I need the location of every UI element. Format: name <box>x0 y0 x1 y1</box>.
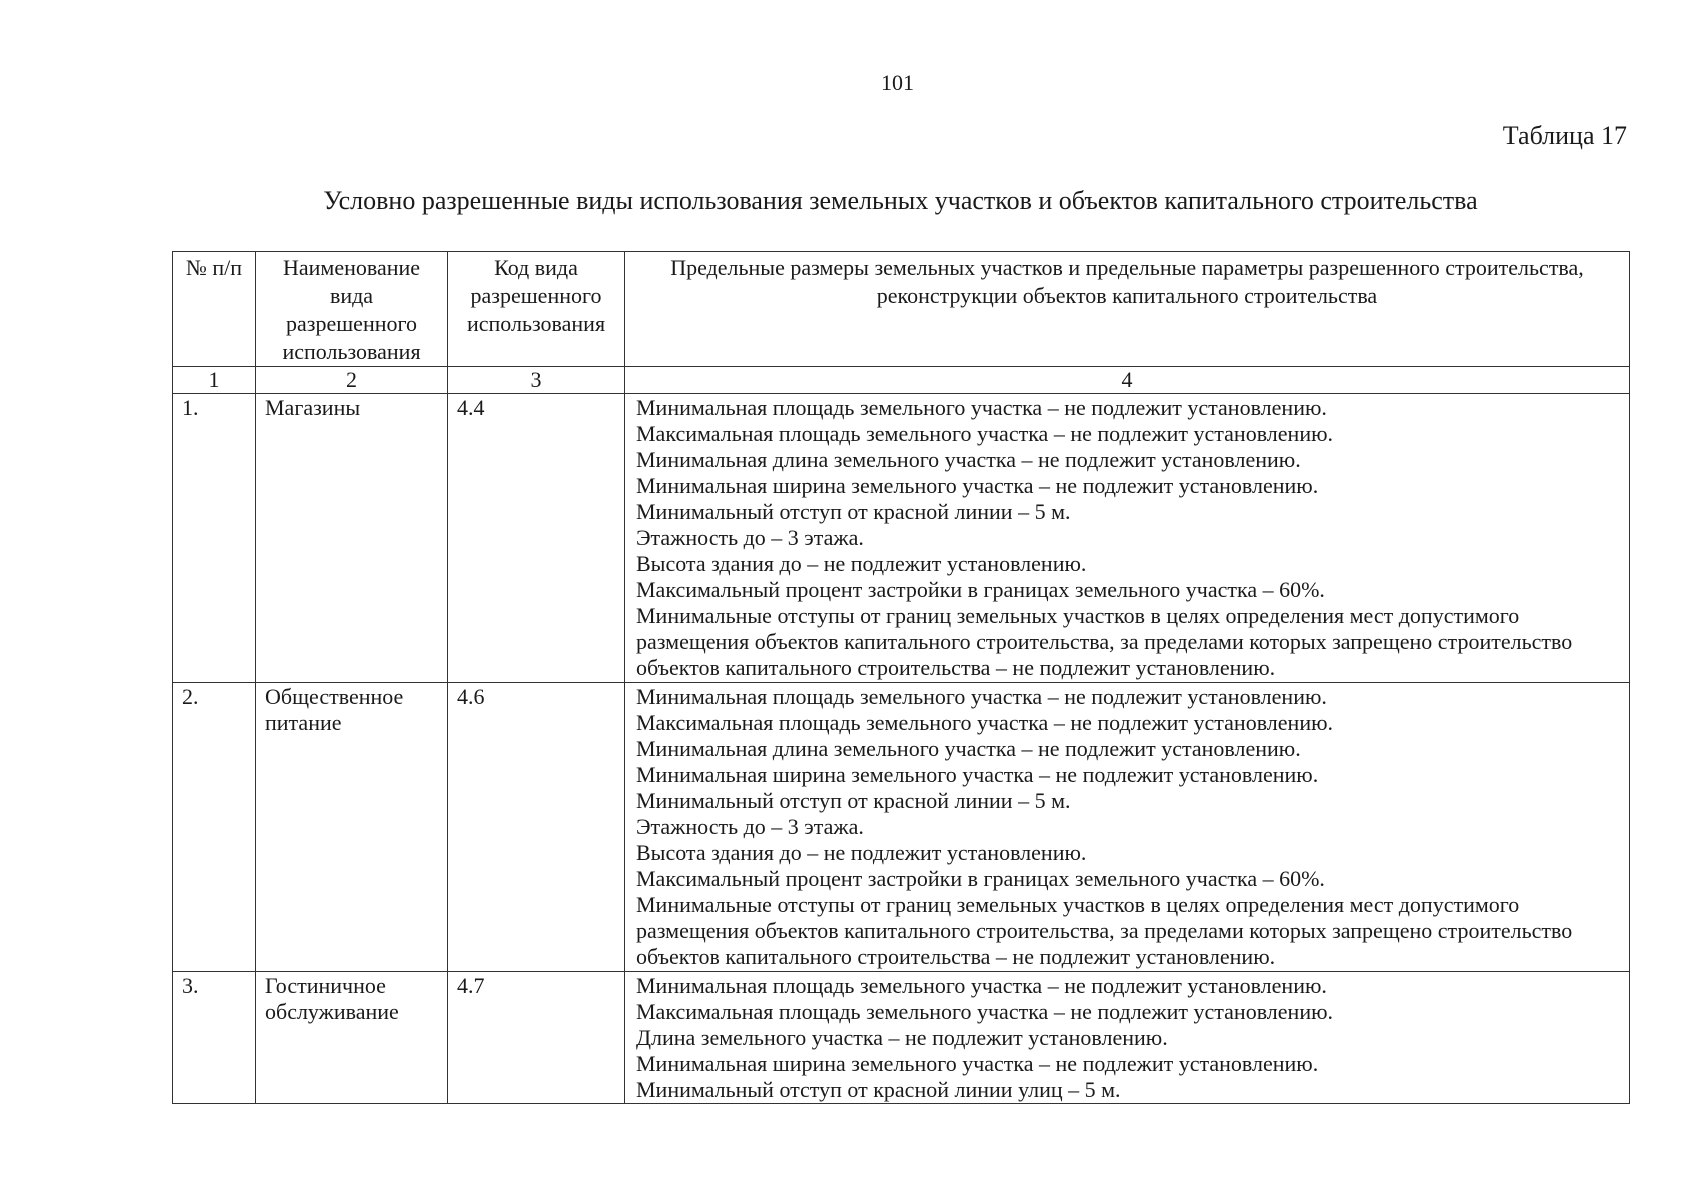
param-line: Максимальный процент застройки в границах земельного участка – 60%. <box>636 866 1325 891</box>
column-number: 2 <box>256 367 448 394</box>
use-code: 4.4 <box>448 394 625 683</box>
table-row <box>173 972 1630 1104</box>
param-line: Минимальные отступы от границ земельных участков в целях определения мест допустимого размещения объектов капитального строительства, за пределами которых запрещено строительство объектов капитального строительства – не подлежит установлению. <box>636 892 1573 969</box>
param-line: Высота здания до – не подлежит установлению. <box>636 840 1087 865</box>
document-title: Условно разрешенные виды использования земельных участков и объектов капитального строительства <box>323 186 1478 215</box>
header-name: Наименование вида разрешенного использования <box>256 252 448 367</box>
header-code: Код вида разрешенного использования <box>448 252 625 367</box>
page-number: 101 <box>881 70 914 95</box>
use-code: 4.7 <box>448 972 625 1104</box>
param-line: Максимальная площадь земельного участка – не подлежит установлению. <box>636 999 1334 1024</box>
param-line: Минимальная длина земельного участка – не подлежит установлению. <box>636 736 1301 761</box>
param-line: Минимальная площадь земельного участка – не подлежит установлению. <box>636 973 1327 998</box>
table-label: Таблица 17 <box>1502 121 1627 150</box>
param-line: Этажность до – 3 этажа. <box>636 814 864 839</box>
table-row <box>173 683 1630 972</box>
param-line: Высота здания до – не подлежит установлению. <box>636 551 1087 576</box>
row-number: 2. <box>173 683 256 972</box>
param-line: Длина земельного участка – не подлежит установлению. <box>636 1025 1168 1050</box>
param-line: Максимальная площадь земельного участка – не подлежит установлению. <box>636 710 1334 735</box>
param-line: Минимальный отступ от красной линии – 5 м. <box>636 499 1071 524</box>
use-name: Общественное питание <box>256 683 448 972</box>
column-number: 4 <box>625 367 1630 394</box>
param-line: Максимальный процент застройки в границах земельного участка – 60%. <box>636 577 1325 602</box>
use-code: 4.6 <box>448 683 625 972</box>
use-name: Магазины <box>256 394 448 683</box>
column-number-row <box>173 367 1630 394</box>
use-params <box>625 972 1630 1104</box>
param-line: Минимальные отступы от границ земельных участков в целях определения мест допустимого размещения объектов капитального строительства, за пределами которых запрещено строительство объектов капитального строительства – не подлежит установлению. <box>636 603 1573 680</box>
table-row <box>173 394 1630 683</box>
param-line: Минимальный отступ от красной линии улиц – 5 м. <box>636 1077 1121 1102</box>
column-number: 1 <box>173 367 256 394</box>
param-line: Минимальная ширина земельного участка – не подлежит установлению. <box>636 762 1319 787</box>
header-number: № п/п <box>173 252 256 367</box>
param-line: Максимальная площадь земельного участка – не подлежит установлению. <box>636 421 1334 446</box>
param-line: Минимальная площадь земельного участка – не подлежит установлению. <box>636 395 1327 420</box>
param-line: Минимальная длина земельного участка – не подлежит установлению. <box>636 447 1301 472</box>
use-params <box>625 394 1630 683</box>
land-use-table <box>172 251 1630 1104</box>
use-name: Гостиничное обслуживание <box>256 972 448 1104</box>
row-number: 1. <box>173 394 256 683</box>
param-line: Минимальная ширина земельного участка – не подлежит установлению. <box>636 1051 1319 1076</box>
table-header-row <box>173 252 1630 367</box>
param-line: Этажность до – 3 этажа. <box>636 525 864 550</box>
use-params <box>625 683 1630 972</box>
header-params: Предельные размеры земельных участков и предельные параметры разрешенного строительства, реконструкции объектов капитального строительства <box>625 252 1630 367</box>
column-number: 3 <box>448 367 625 394</box>
param-line: Минимальная площадь земельного участка – не подлежит установлению. <box>636 684 1327 709</box>
param-line: Минимальный отступ от красной линии – 5 м. <box>636 788 1071 813</box>
param-line: Минимальная ширина земельного участка – не подлежит установлению. <box>636 473 1319 498</box>
row-number: 3. <box>173 972 256 1104</box>
